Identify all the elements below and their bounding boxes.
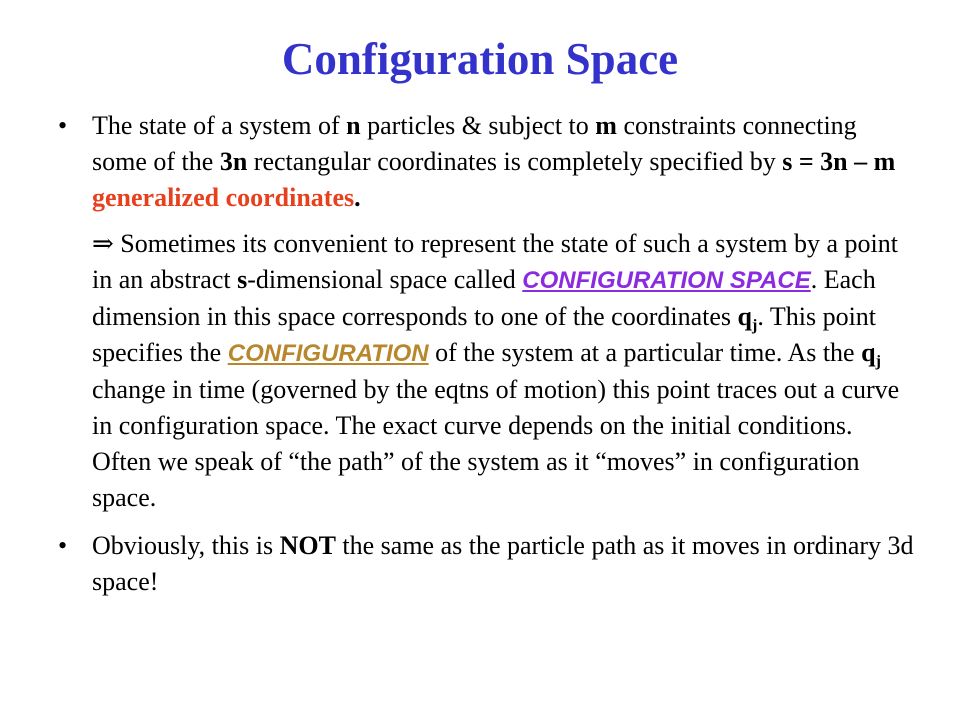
- bullet-2-not: NOT: [279, 531, 336, 560]
- bullet-2-text-1: Obviously, this is: [92, 531, 280, 560]
- para-2-text-2: -dimensional space called: [247, 265, 523, 294]
- bullet-1-text-3: constraints connecting some of the: [92, 111, 857, 176]
- configuration-term: CONFIGURATION: [227, 340, 429, 367]
- bullet-1-formula: s = 3n – m: [782, 147, 896, 176]
- slide-body: [58, 108, 918, 600]
- para-2-s: s: [237, 265, 248, 294]
- bullet-dot-icon: •: [58, 531, 68, 560]
- para-2-text-5: of the system at a particular time. As the: [428, 338, 862, 367]
- para-2-q2: q: [861, 338, 876, 367]
- bullet-1-text-4: rectangular coordinates is completely specified by: [247, 147, 783, 176]
- generalized-coordinates-term: generalized coordinates: [92, 183, 355, 212]
- implies-arrow-icon: ⇒: [92, 229, 114, 258]
- para-2-text-4: . This point specifies the: [92, 302, 877, 367]
- paragraph-2: [58, 226, 918, 516]
- para-2-text-3: . Each dimension in this space corresponds to one of the coordinates: [92, 265, 876, 331]
- para-2-q1: q: [737, 302, 752, 331]
- slide-title: Configuration Space: [281, 34, 679, 84]
- para-2-q1-sub: j: [752, 317, 758, 334]
- bullet-dot-icon: •: [58, 111, 68, 140]
- bullet-1-m: m: [595, 111, 617, 140]
- para-2-text-6: change in time (governed by the eqtns of motion) this point traces out a curve in configuration space. The exact curve depends on the initial conditions. Often we speak of “the path” of the system as it “moves” in configuration space.: [92, 375, 900, 512]
- configuration-space-term: CONFIGURATION SPACE: [522, 267, 811, 294]
- bullet-1-period: .: [354, 183, 361, 212]
- bullet-2-text-2: the same as the particle path as it moves in ordinary 3d space!: [92, 531, 914, 596]
- bullet-1: [58, 108, 918, 216]
- para-2-text-1: Sometimes its convenient to represent the state of such a system by a point in an abstract: [92, 229, 898, 294]
- bullet-1-text-1: The state of a system of: [92, 111, 347, 140]
- bullet-2: [58, 528, 918, 600]
- bullet-1-3n: 3n: [219, 147, 248, 176]
- bullet-1-text-2: particles & subject to: [360, 111, 596, 140]
- bullet-1-n: n: [346, 111, 361, 140]
- para-2-q2-sub: j: [875, 353, 881, 370]
